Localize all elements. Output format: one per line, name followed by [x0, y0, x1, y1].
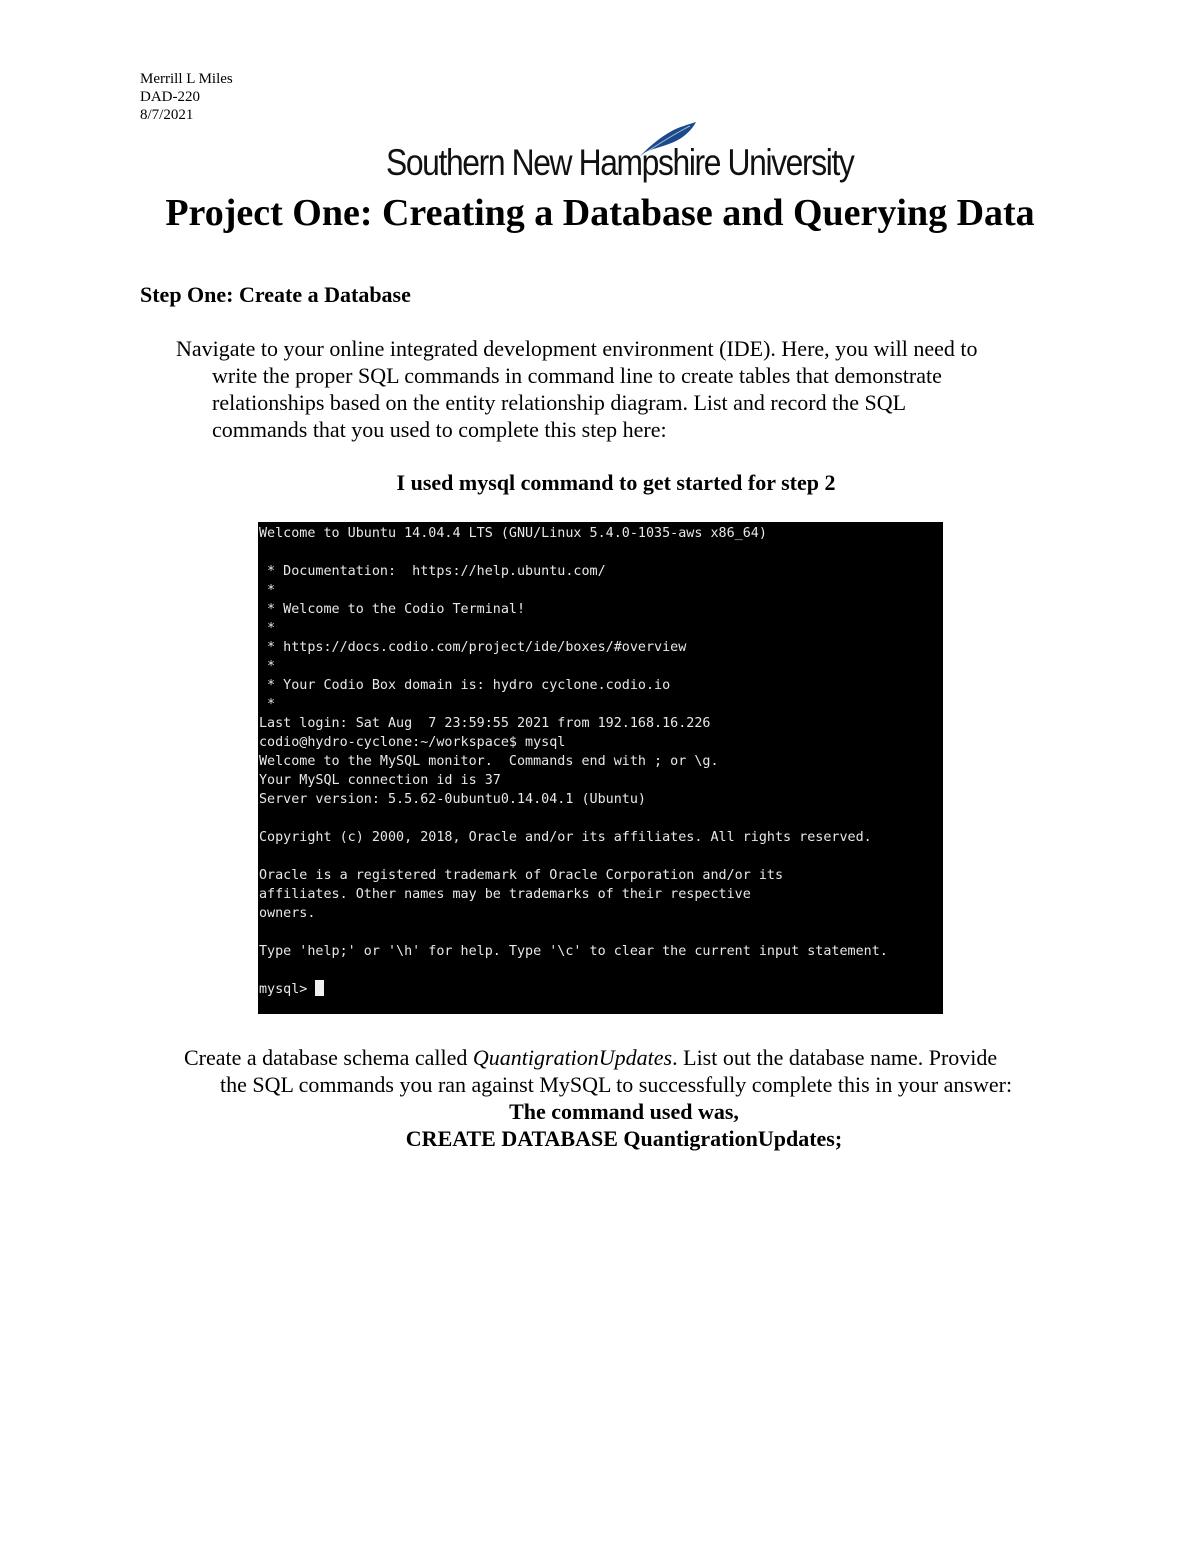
terminal-line: Server version: 5.5.62-0ubuntu0.14.04.1 (Ubuntu) — [259, 792, 646, 807]
feather-icon — [638, 122, 698, 158]
terminal-screenshot — [258, 522, 943, 1014]
document-date: 8/7/2021 — [140, 107, 194, 123]
terminal-line — [259, 543, 943, 562]
terminal-line: * Welcome to the Codio Terminal! — [259, 602, 526, 617]
instruction-line: write the proper SQL commands in command line to create tables that demonstrate — [212, 363, 942, 388]
terminal-line — [259, 961, 943, 980]
terminal-line: affiliates. Other names may be trademarks of their respective — [259, 887, 751, 902]
schema-task-line: the SQL commands you ran against MySQL to successfully complete this in your answer: — [220, 1072, 1013, 1097]
terminal-line — [259, 923, 943, 942]
terminal-line: Oracle is a registered trademark of Oracle Corporation and/or its — [259, 868, 784, 883]
terminal-line: Type 'help;' or '\h' for help. Type '\c' to clear the current input statement. — [259, 944, 888, 959]
terminal-cursor — [315, 980, 324, 996]
terminal-line — [259, 809, 943, 828]
answer-command: CREATE DATABASE QuantigrationUpdates; — [405, 1126, 843, 1151]
terminal-line — [259, 847, 943, 866]
terminal-line: * — [259, 659, 276, 674]
schema-text-after: . List out the database name. Provide — [672, 1045, 998, 1070]
terminal-line: mysql> — [259, 980, 943, 999]
answer-label: The command used was, — [509, 1099, 739, 1124]
terminal-line: * https://docs.codio.com/project/ide/boxes/#overview — [259, 640, 687, 655]
schema-name: QuantigrationUpdates — [472, 1045, 673, 1070]
instruction-line: Navigate to your online integrated development environment (IDE). Here, you will need to — [176, 336, 978, 361]
terminal-line: Copyright (c) 2000, 2018, Oracle and/or its affiliates. All rights reserved. — [259, 830, 872, 845]
terminal-line: Welcome to Ubuntu 14.04.4 LTS (GNU/Linux 5.4.0-1035-aws x86_64) — [259, 526, 767, 541]
logo-wordmark: Southern New Hampshire University — [386, 142, 854, 183]
step-one-heading: Step One: Create a Database — [140, 282, 411, 307]
schema-text-before: Create a database schema called — [184, 1045, 473, 1070]
instruction-line: commands that you used to complete this step here: — [212, 417, 667, 442]
instruction-line: relationships based on the entity relationship diagram. List and record the SQL — [212, 390, 907, 415]
author-name: Merrill L Miles — [140, 71, 233, 87]
terminal-line: Last login: Sat Aug 7 23:59:55 2021 from 192.168.16.226 — [259, 716, 711, 731]
terminal-line: owners. — [259, 906, 316, 921]
terminal-line: * — [259, 697, 276, 712]
terminal-line: Welcome to the MySQL monitor. Commands end with ; or \g. — [259, 754, 719, 769]
schema-task — [184, 1044, 1084, 1152]
university-logo — [386, 122, 854, 194]
terminal-line: * — [259, 621, 276, 636]
document-header — [140, 70, 233, 124]
course-code: DAD-220 — [140, 89, 200, 105]
step-one-instructions — [176, 335, 1056, 443]
terminal-line: Your MySQL connection id is 37 — [259, 773, 501, 788]
terminal-line: * Your Codio Box domain is: hydro cyclone.codio.io — [259, 678, 671, 693]
schema-task-line — [184, 1044, 1084, 1071]
terminal-line: codio@hydro-cyclone:~/workspace$ mysql — [259, 735, 566, 750]
page-title: Project One: Creating a Database and Querying Data — [165, 192, 1035, 234]
terminal-line: * Documentation: https://help.ubuntu.com/ — [259, 564, 606, 579]
answer-caption: I used mysql command to get started for step 2 — [396, 470, 836, 495]
terminal-line: * — [259, 583, 276, 598]
